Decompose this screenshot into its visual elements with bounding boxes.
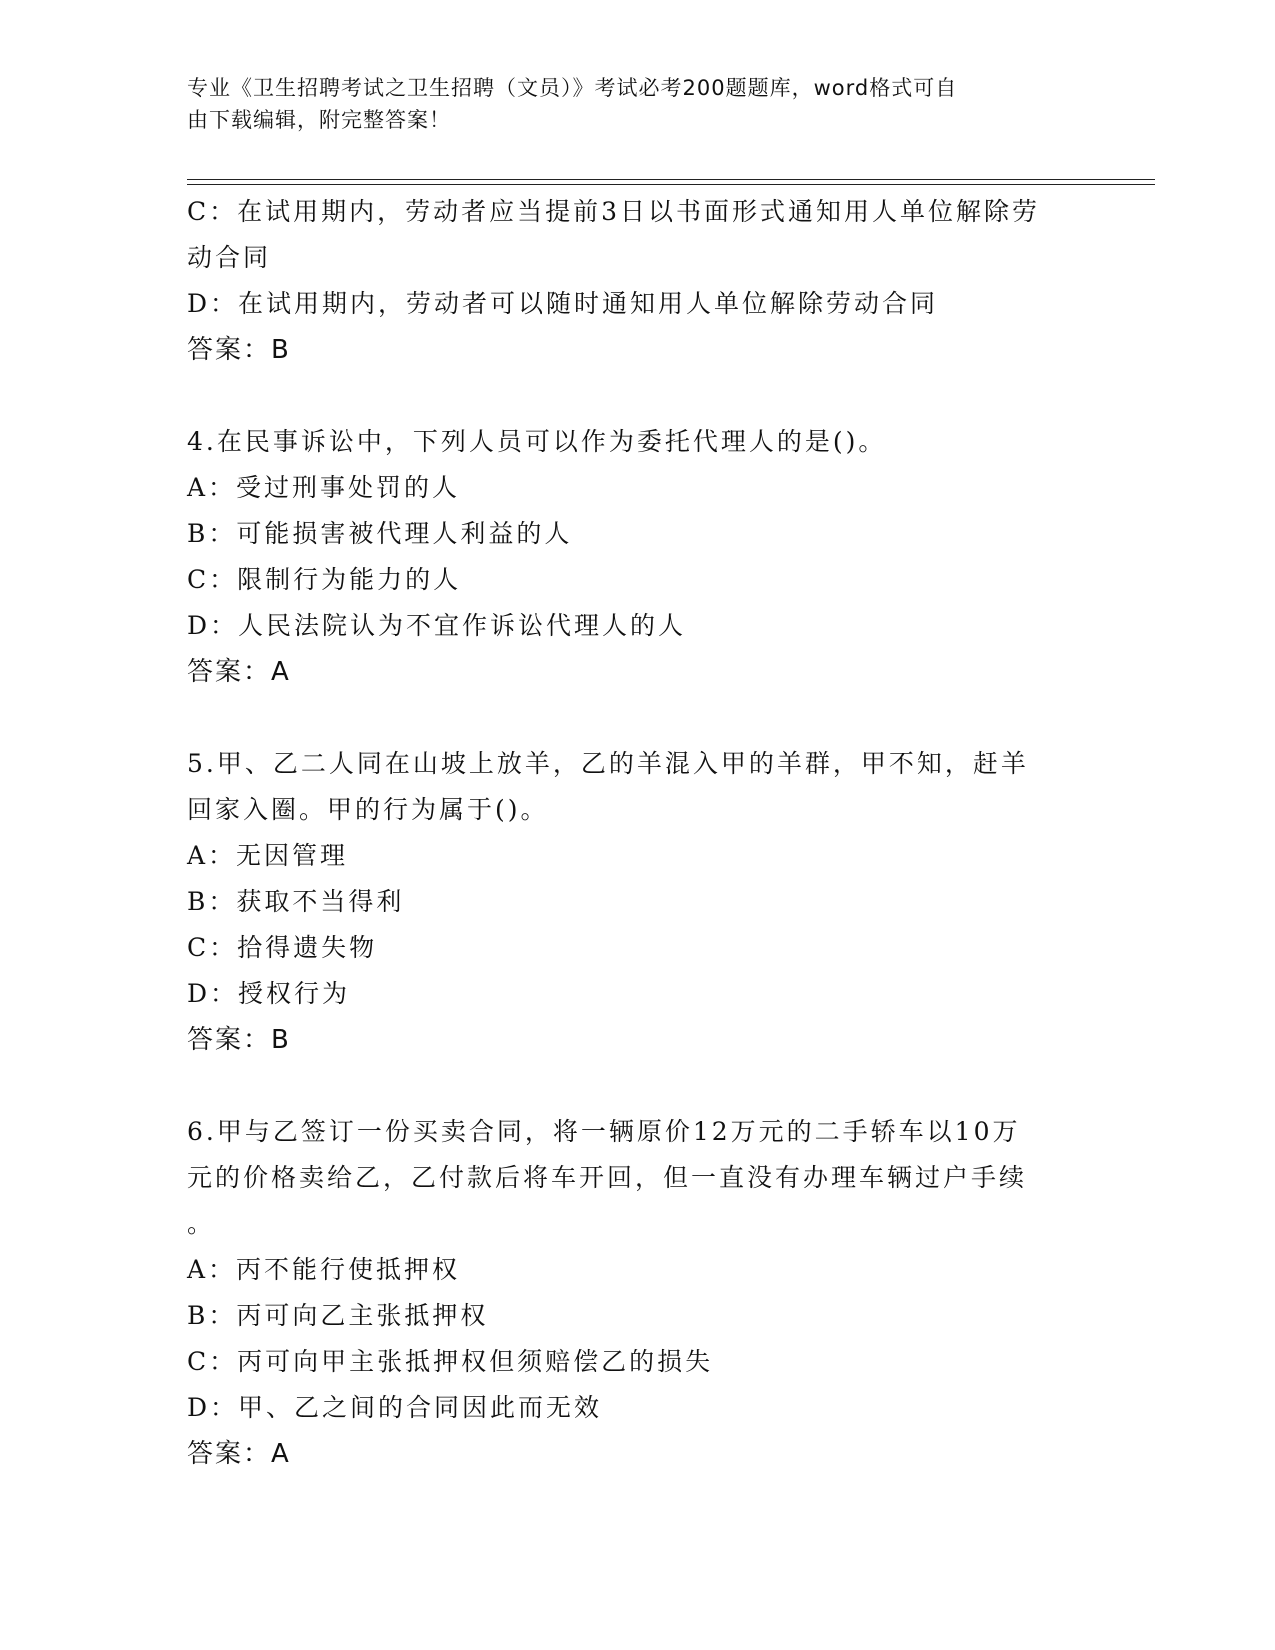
option-c: C：限制行为能力的人 [187, 565, 462, 594]
question-stem: 6.甲与乙签订一份买卖合同，将一辆原价12万元的二手轿车以10万 [187, 1117, 1021, 1146]
option-a: A：受过刑事处罚的人 [187, 473, 461, 502]
document-header [187, 72, 1077, 136]
option-c-continuation: 动合同 [187, 243, 272, 272]
option-d: D：人民法院认为不宜作诉讼代理人的人 [187, 611, 687, 640]
question-3-continued [187, 189, 1087, 373]
option-a: A：丙不能行使抵押权 [187, 1255, 461, 1284]
option-d: D：甲、乙之间的合同因此而无效 [187, 1393, 603, 1422]
question-content [187, 189, 1087, 1477]
spacer [187, 373, 1087, 419]
option-c: C：在试用期内，劳动者应当提前3日以书面形式通知用人单位解除劳 [187, 197, 1041, 226]
question-stem: 5.甲、乙二人同在山坡上放羊，乙的羊混入甲的羊群，甲不知，赶羊 [187, 749, 1029, 778]
header-divider-bottom [187, 184, 1155, 185]
spacer [187, 695, 1087, 741]
option-d: D：授权行为 [187, 979, 351, 1008]
option-c: C：拾得遗失物 [187, 933, 378, 962]
option-d: D：在试用期内，劳动者可以随时通知用人单位解除劳动合同 [187, 289, 939, 318]
option-a: A：无因管理 [187, 841, 349, 870]
question-stem-continuation: 。 [187, 1209, 216, 1238]
question-6 [187, 1109, 1087, 1477]
answer: 答案：A [187, 1439, 291, 1469]
header-line-2: 由下载编辑，附完整答案！ [187, 108, 451, 132]
option-c: C：丙可向甲主张抵押权但须赔偿乙的损失 [187, 1347, 714, 1376]
spacer [187, 1063, 1087, 1109]
option-b: B：可能损害被代理人利益的人 [187, 519, 573, 548]
question-stem: 4.在民事诉讼中，下列人员可以作为委托代理人的是()。 [187, 427, 887, 456]
answer: 答案：A [187, 657, 291, 687]
answer: 答案：B [187, 335, 291, 365]
header-line-1: 专业《卫生招聘考试之卫生招聘（文员）》考试必考200题题库，word格式可自 [187, 76, 958, 100]
question-5 [187, 741, 1087, 1063]
option-b: B：获取不当得利 [187, 887, 405, 916]
header-divider-top [187, 179, 1155, 180]
question-stem-continuation: 元的价格卖给乙，乙付款后将车开回，但一直没有办理车辆过户手续 [187, 1163, 1028, 1192]
question-4 [187, 419, 1087, 695]
answer: 答案：B [187, 1025, 291, 1055]
question-stem-continuation: 回家入圈。甲的行为属于()。 [187, 795, 549, 824]
option-b: B：丙可向乙主张抵押权 [187, 1301, 489, 1330]
